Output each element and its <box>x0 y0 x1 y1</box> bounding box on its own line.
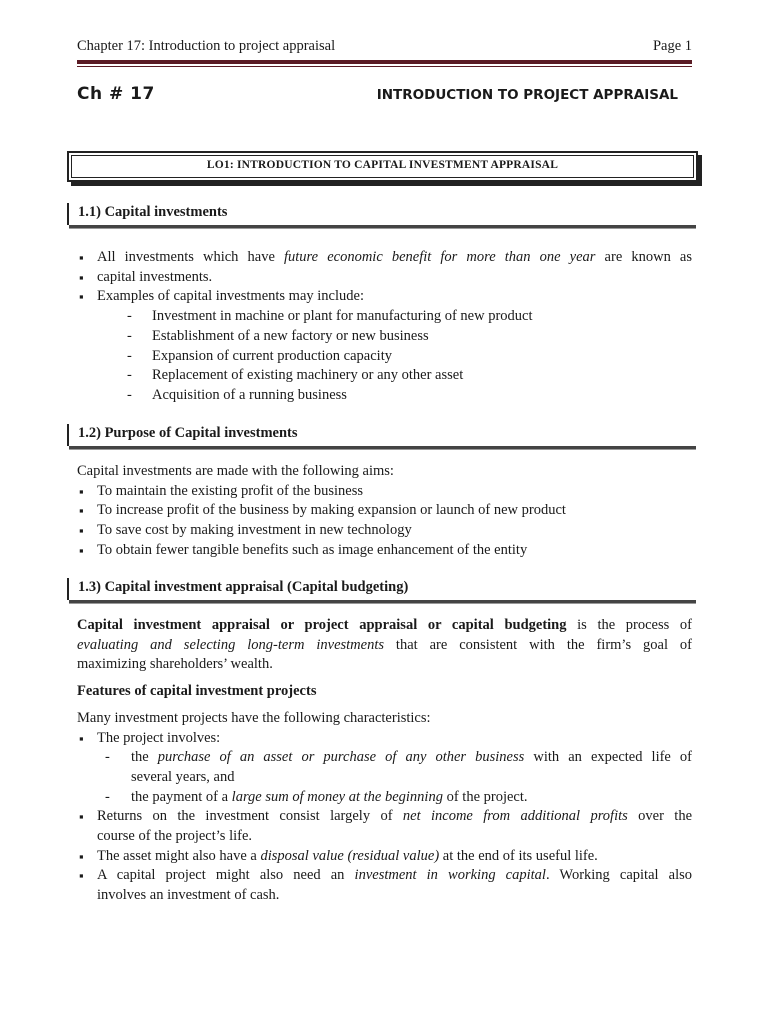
list-item: - Investment in machine or plant for manufacturing of new product <box>77 307 692 327</box>
list-item: - Establishment of a new factory or new business <box>77 327 692 347</box>
list-item-continuation: several years, and <box>131 768 235 785</box>
running-header <box>77 38 692 58</box>
bullet-continuation: ▪ capital investments. <box>77 268 692 288</box>
section-1-3-body <box>77 616 692 906</box>
bullet-item: ▪ To maintain the existing profit of the business <box>77 482 692 502</box>
chapter-title: INTRODUCTION TO PROJECT APPRAISAL <box>376 87 678 103</box>
bullet-item: ▪ Returns on the investment consist largely of net income from additional profits over the <box>77 807 692 827</box>
page-number: Page 1 <box>652 38 692 54</box>
paragraph: Capital investments are made with the following aims: <box>77 463 394 479</box>
section-heading-1-1 <box>67 203 696 225</box>
section-title: 1.1) Capital investments <box>78 204 228 220</box>
header-rule-thick <box>77 60 692 64</box>
list-item: - Expansion of current production capacity <box>77 347 692 367</box>
list-item: - the purchase of an asset or purchase of any other business with an expected life of <box>77 748 692 768</box>
bullet-item: ▪ To increase profit of the business by making expansion or launch of new product <box>77 501 692 521</box>
learning-outcome-title: LO1: INTRODUCTION TO CAPITAL INVESTMENT APPRAISAL <box>206 159 559 171</box>
running-title: Chapter 17: Introduction to project appraisal <box>77 38 336 54</box>
section-1-1-body <box>77 248 692 406</box>
definition-line: evaluating and selecting long-term investments that are consistent with the firm’s goal of <box>77 636 692 653</box>
bullet-item: ▪ Examples of capital investments may include: <box>77 287 692 307</box>
section-heading-1-2 <box>67 424 696 446</box>
list-item: - the payment of a large sum of money at the beginning of the project. <box>77 788 692 808</box>
header-rule-thin <box>77 66 692 67</box>
paragraph: Many investment projects have the following characteristics: <box>77 709 431 726</box>
definition-line: Capital investment appraisal or project appraisal or capital budgeting is the process of <box>77 617 692 633</box>
bullet-item: ▪ The asset might also have a disposal value (residual value) at the end of its useful life. <box>77 847 692 867</box>
section-title: 1.2) Purpose of Capital investments <box>78 425 298 441</box>
definition-line: maximizing shareholders’ wealth. <box>77 656 273 673</box>
section-1-2-body <box>77 462 692 561</box>
section-title: 1.3) Capital investment appraisal (Capital budgeting) <box>78 579 409 595</box>
bullet-item: ▪ All investments which have future economic benefit for more than one year are known as <box>77 248 692 268</box>
bullet-continuation: course of the project’s life. <box>97 828 253 845</box>
section-heading-1-3 <box>67 578 696 600</box>
bullet-item: ▪ To obtain fewer tangible benefits such as image enhancement of the entity <box>77 541 692 561</box>
list-item: - Replacement of existing machinery or any other asset <box>77 366 692 386</box>
chapter-number: Ch # 17 <box>77 84 155 104</box>
bullet-item: ▪ To save cost by making investment in new technology <box>77 521 692 541</box>
bullet-item: ▪ A capital project might also need an investment in working capital. Working capital also <box>77 866 692 886</box>
bullet-continuation: involves an investment of cash. <box>97 887 280 904</box>
learning-outcome-box <box>67 151 698 182</box>
bullet-item: ▪ The project involves: <box>77 729 692 749</box>
subheading: Features of capital investment projects <box>77 683 317 700</box>
chapter-heading <box>77 84 692 108</box>
list-item: - Acquisition of a running business <box>77 386 692 406</box>
